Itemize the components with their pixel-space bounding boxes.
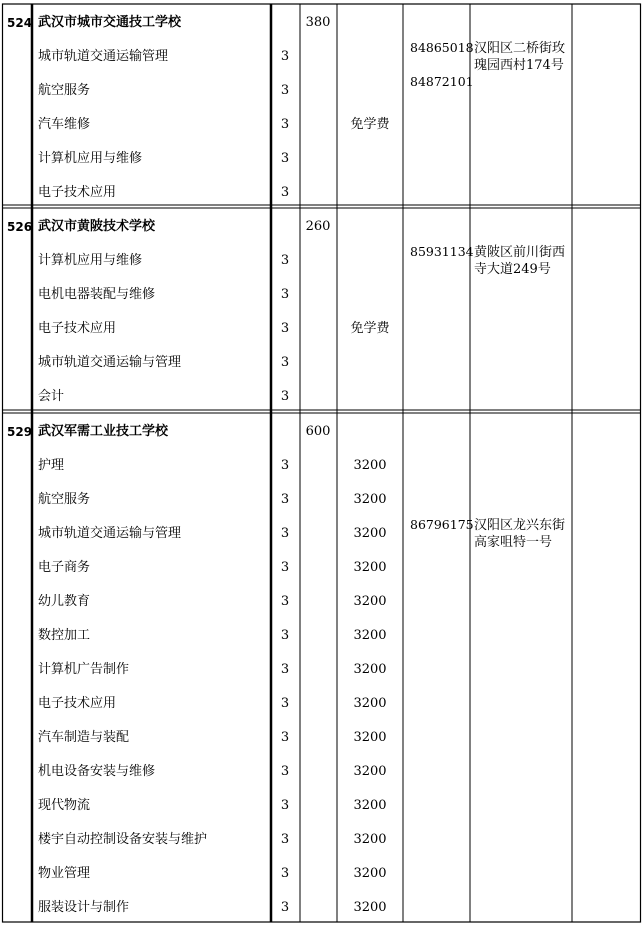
major-years: 3: [280, 526, 290, 541]
school-code: 524: [7, 16, 33, 30]
major-years: 3: [280, 151, 290, 166]
major-name: 电子技术应用: [38, 321, 117, 336]
major-name: 电机电器装配与维修: [38, 287, 156, 302]
major-name: 电子商务: [38, 560, 91, 575]
major-years: 3: [280, 83, 290, 98]
major-fee: 3200: [353, 662, 387, 677]
major-years: 3: [280, 900, 290, 915]
major-name: 会计: [38, 389, 65, 404]
school-name: 武汉市城市交通技工学校: [38, 15, 182, 30]
major-years: 3: [280, 560, 290, 575]
school-phone: 84872101: [410, 74, 474, 89]
major-fee: 3200: [353, 832, 387, 847]
major-fee: 3200: [353, 900, 387, 915]
major-name: 幼儿教育: [38, 594, 91, 609]
school-quota: 600: [305, 424, 331, 439]
school-fee: 免学费: [350, 117, 390, 132]
major-name: 城市轨道交通运输与管理: [38, 526, 182, 541]
major-years: 3: [280, 287, 290, 302]
school-quota: 380: [305, 15, 331, 30]
major-fee: 3200: [353, 492, 387, 507]
school-fee: 免学费: [350, 321, 390, 336]
school-phone: 86796175: [410, 517, 474, 532]
major-years: 3: [280, 355, 290, 370]
major-fee: 3200: [353, 594, 387, 609]
major-fee: 3200: [353, 458, 387, 473]
school-code: 529: [7, 425, 33, 439]
major-years: 3: [280, 117, 290, 132]
major-name: 现代物流: [38, 798, 91, 813]
major-years: 3: [280, 866, 290, 881]
major-fee: 3200: [353, 628, 387, 643]
major-fee: 3200: [353, 798, 387, 813]
major-years: 3: [280, 832, 290, 847]
major-name: 城市轨道交通运输与管理: [38, 355, 182, 370]
major-years: 3: [280, 594, 290, 609]
school-name: 武汉军需工业技工学校: [38, 424, 169, 439]
school-phone: 85931134: [410, 244, 474, 259]
major-name: 机电设备安装与维修: [38, 764, 156, 779]
school-address: 汉阳区龙兴东街高家咀特一号: [474, 518, 566, 550]
major-years: 3: [280, 628, 290, 643]
major-fee: 3200: [353, 696, 387, 711]
major-name: 服装设计与制作: [38, 900, 130, 915]
major-name: 计算机应用与维修: [38, 253, 143, 268]
major-name: 楼宇自动控制设备安装与维护: [38, 832, 208, 847]
major-years: 3: [280, 696, 290, 711]
major-years: 3: [280, 662, 290, 677]
major-fee: 3200: [353, 560, 387, 575]
major-name: 汽车维修: [38, 117, 91, 132]
major-fee: 3200: [353, 526, 387, 541]
major-name: 城市轨道交通运输管理: [38, 49, 169, 64]
major-name: 物业管理: [38, 866, 91, 881]
major-years: 3: [280, 730, 290, 745]
major-years: 3: [280, 764, 290, 779]
major-years: 3: [280, 49, 290, 64]
school-quota: 260: [305, 219, 331, 234]
major-name: 电子技术应用: [38, 185, 117, 200]
school-code: 526: [7, 220, 33, 234]
major-years: 3: [280, 321, 290, 336]
school-name: 武汉市黄陂技术学校: [38, 219, 156, 234]
major-name: 计算机广告制作: [38, 662, 130, 677]
major-fee: 3200: [353, 730, 387, 745]
major-years: 3: [280, 798, 290, 813]
school-address: 黄陂区前川街西寺大道249号: [474, 245, 566, 277]
major-name: 数控加工: [38, 628, 91, 643]
major-name: 航空服务: [38, 492, 91, 507]
school-address: 汉阳区二桥街玫瑰园西村174号: [474, 41, 566, 73]
major-name: 航空服务: [38, 83, 91, 98]
major-years: 3: [280, 492, 290, 507]
major-name: 汽车制造与装配: [38, 730, 130, 745]
major-name: 计算机应用与维修: [38, 151, 143, 166]
major-years: 3: [280, 253, 290, 268]
major-name: 护理: [38, 458, 65, 473]
school-phone: 84865018: [410, 40, 474, 55]
major-years: 3: [280, 185, 290, 200]
major-fee: 3200: [353, 866, 387, 881]
major-years: 3: [280, 458, 290, 473]
major-name: 电子技术应用: [38, 696, 117, 711]
major-years: 3: [280, 389, 290, 404]
major-fee: 3200: [353, 764, 387, 779]
